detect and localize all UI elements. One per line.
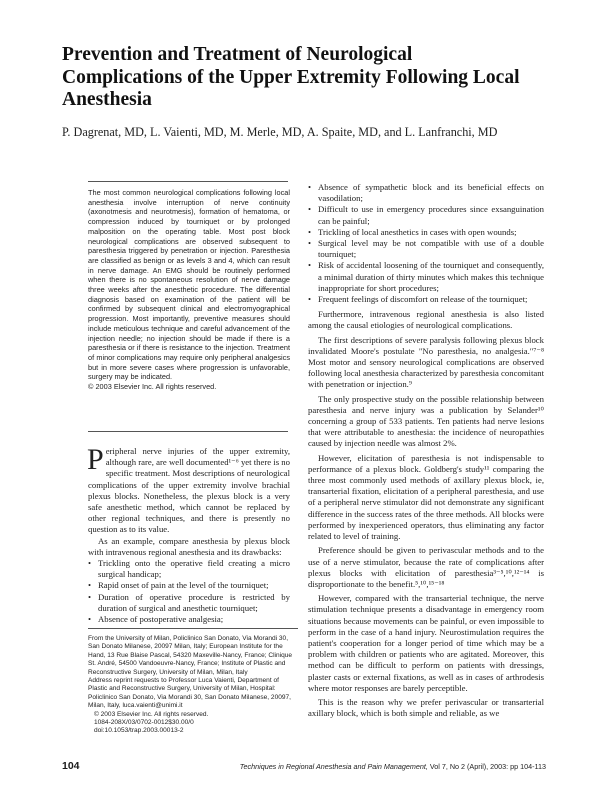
paragraph: Preference should be given to perivascular methods and to the use of a nerve stimulator, because the rate of complications after plexus blocks with elicitation of paresthesia³⁻⁵,¹⁰,¹²⁻¹⁴ is disproportionate to the benefit.⁵,¹⁰,¹⁵⁻¹⁸: [308, 545, 544, 589]
abstract-copyright: © 2003 Elsevier Inc. All rights reserved.: [88, 382, 217, 392]
list-item: • Absence of postoperative analgesia;: [88, 614, 224, 625]
drop-cap: P: [87, 443, 104, 476]
bullet-icon: •: [308, 204, 312, 215]
volume-info: Vol 7, No 2 (April), 2003: pp 104-113: [429, 762, 546, 771]
doi: doi:10.1053/trap.2003.00013-2: [94, 727, 184, 735]
list-item: • Duration of operative procedure is restricted by duration of surgical and anesthetic tourniquet;: [88, 591, 290, 613]
list-item: • Trickling of local anesthetics in cases with open wounds;: [308, 226, 517, 237]
footnote-copyright: © 2003 Elsevier Inc. All rights reserved.: [94, 710, 209, 718]
article-title: Prevention and Treatment of Neurological Complications of the Upper Extremity Following Local Anesthesia: [62, 44, 520, 110]
intro-paragraph: [87, 443, 290, 536]
page-footer: [62, 760, 546, 774]
drawbacks-list: [88, 558, 290, 625]
paragraph: However, elicitation of paresthesia is not indispensable to performance of a plexus block. Goldberg's study¹¹ comparing the three most commonly used methods of axillary plexus block, ie, transarterial fixation, elicitation of a peripheral paresthesia, and use of a peripheral nerve stimulator did not demonstrate any significant difference in the success rates of the three methods. All blocks were performed by inexperienced operators, thus eliminating any factor related to level of training.: [308, 452, 544, 542]
drawbacks-list-continued: [308, 182, 544, 305]
abstract-text: The most common neurological complications following local anesthesia involve interruption of nerve continuity (axonotmesis and neurotmesis), formation of hematoma, or compression induced by tourniquet or by prolonged malposition on the operating table. Most post block neurological complications are observed subsequent to paresthesia triggered by penetration or injection. Paresthesia are classified as benign or as levels 3 and 4, which can result in nerve damage. An EMG should be routinely performed when there is no spontaneous resolution of nerve damage three weeks after the anesthetic procedure. The differential diagnosis based on examination of the patient will be confirmed by subsequent clinical and electromyographical progression. Most importantly, preventive measures should include meticulous technique and careful advancement of the injection needle; no injection should be made if there is a paresthesia or if there is resistance to the injection. Treatment of minor complications may require only peripheral analgesics but in more severe cases where progression is unfavorable, surgery may be indicated.: [88, 188, 290, 382]
list-item: • Frequent feelings of discomfort on release of the tourniquet;: [308, 294, 528, 305]
intro-text: eripheral nerve injuries of the upper extremity, although rare, are well documented¹⁻⁶ yet there is no specific treatment. Most descriptions of neurological complications of the upper extremity involve brachial plexus blocks. Nonetheless, the plexus block is a very safe anesthetic method, which cannot be replaced by other regional techniques, and there is presently no question as to its value.: [88, 446, 290, 535]
bullet-icon: •: [308, 182, 312, 192]
paragraph: The only prospective study on the possible relationship between paresthesia and nerve injury was a publication by Selander¹⁰ concerning a group of 533 patients. Ten patients had nerve lesions that were attributable to anesthesia: the incidence of neuropathies caused by injection needle was almost 2%.: [308, 393, 544, 449]
paragraph: However, compared with the transarterial technique, the nerve stimulation technique presents a disadvantage in emergency room situations because movements can be painful, or even impossible to perform in the case of a hand injury. Neurostimulation requires the patient's cooperation for a longer period of time which may be a problem with children or patients who are agitated. Moreover, this method can be difficult to perform on patients with dressings, plaster casts or external fixations, as well as in cases of arthrodesis where motor responses are barely perceptible.: [308, 593, 544, 693]
paragraph: This is the reason why we prefer perivascular or transarterial axillary block, which is both simple and reliable, as we: [308, 696, 544, 719]
bullet-icon: •: [308, 226, 312, 237]
list-item: • Absence of sympathetic block and its beneficial effects on vasodilation;: [308, 182, 544, 204]
paragraph: Furthermore, intravenous regional anesthesia is also listed among the causal etiologies of neurological complications.: [308, 309, 544, 331]
list-item: • Difficult to use in emergency procedures since exsanguination can be painful;: [308, 204, 544, 226]
left-column-body: [87, 443, 290, 625]
author-list: P. Dagrenat, MD, L. Vaienti, MD, M. Merle, MD, A. Spaite, MD, and L. Lanfranchi, MD: [62, 125, 498, 139]
bullet-icon: •: [308, 294, 312, 305]
journal-citation: [240, 762, 546, 771]
journal-name: Techniques in Regional Anesthesia and Pain Management,: [239, 762, 428, 771]
bullet-icon: •: [88, 591, 92, 602]
list-item: • Risk of accidental loosening of the tourniquet and consequently, a minimal duration of thirty minutes which makes this technique inappropriate for short procedures;: [308, 260, 544, 293]
bullet-icon: •: [308, 260, 312, 271]
reprint-address: Address reprint requests to Professor Luca Vaienti, Department of Plastic and Reconstructive Surgery, University of Milan, Hospital: Policlinico San Donato, Via Morandi 30, San Donato Milanese, 20097, Milan, Italy, luca.vaienti@unimi.it: [88, 677, 291, 710]
abstract-top-rule: [88, 181, 288, 182]
page-number: 104: [62, 760, 80, 772]
abstract: [88, 188, 290, 392]
bullet-icon: •: [88, 580, 92, 591]
affiliation-footnote: [88, 635, 298, 736]
paragraph: As an example, compare anesthesia by plexus block with intravenous regional anesthesia and its drawbacks:: [88, 535, 290, 557]
affiliation-text: From the University of Milan, Policlinico San Donato, Via Morandi 30, San Donato Milanese, 20097 Milan, Italy; European Institute for the Hand, 13 Rue Blaise Pascal, 54320 Maxeville-Nancy, France; Clinique St. André, 54500 Vandoeuvre-Nancy, France; Institute of Plastic and Reconstructive Surgery, University of Milan, Milan, Italy: [88, 635, 293, 676]
bullet-icon: •: [88, 614, 92, 625]
bullet-icon: •: [88, 558, 92, 569]
list-item: • Surgical level may be not compatible with use of a double tourniquet;: [308, 238, 544, 260]
footnote-rule: [88, 628, 298, 629]
bullet-icon: •: [308, 238, 312, 249]
abstract-bottom-rule: [88, 431, 288, 432]
list-item: • Trickling onto the operative field creating a micro surgical handicap;: [88, 558, 290, 580]
paragraph: The first descriptions of severe paralysis following plexus block invalidated Moore's postulate "No paresthesia, no analgesia."⁷⁻⁸ Most motor and sensory neurological complications are observed following local anesthesia characterized by paresthesia concomitant with penetration or injection.⁹: [308, 334, 544, 390]
right-column-body: [308, 182, 544, 719]
list-item: • Rapid onset of pain at the level of the tourniquet;: [88, 580, 269, 591]
issn-code: 1084-208X/03/0702-0012$30.00/0: [94, 719, 194, 727]
